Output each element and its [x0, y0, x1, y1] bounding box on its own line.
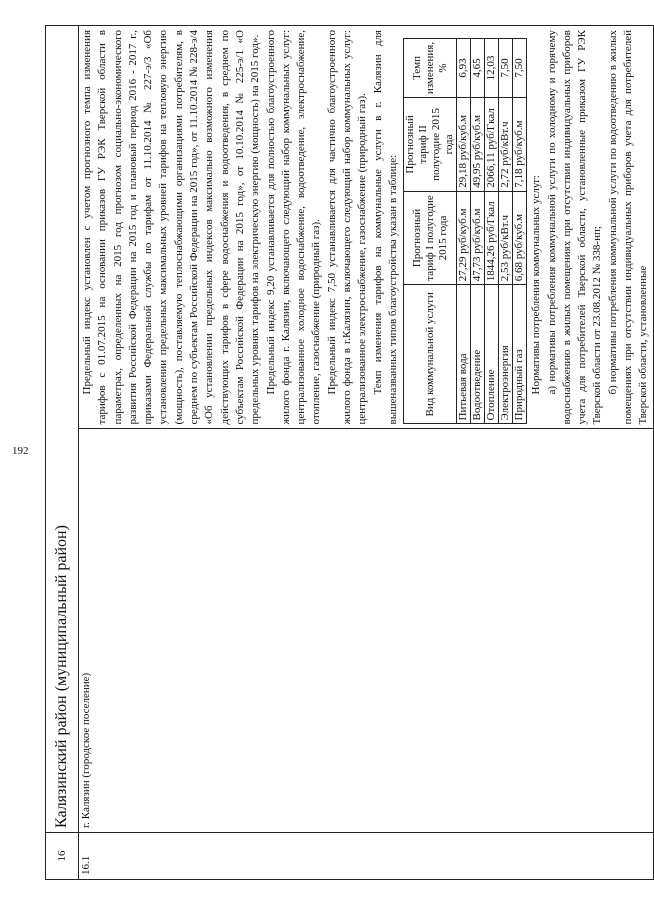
paragraph-5: Нормативы потребления коммунальных услуг:	[530, 175, 543, 395]
content-row	[79, 26, 654, 880]
header-rate: Темп изменения, %	[404, 38, 457, 97]
tariff-h2: 7,18 руб/куб.м	[513, 98, 527, 192]
rate-change: 4,65	[471, 38, 485, 97]
rotated-document-table	[45, 25, 650, 880]
section-header-row	[46, 26, 79, 880]
tariff-row	[499, 38, 513, 424]
tariff-table	[45, 25, 654, 880]
rate-change: 7,50	[499, 38, 513, 97]
tariff-row	[513, 38, 527, 424]
tariff-h2: 29,18 руб/куб.м	[457, 98, 471, 192]
tariff-h2: 2,72 руб/кВт.ч	[499, 98, 513, 192]
tariff-h1: 27,29 руб/куб.м	[457, 191, 471, 285]
section-title: Калязинский район (муниципальный район)	[46, 26, 79, 833]
tariff-h1: 2,53 руб/кВт.ч	[499, 191, 513, 285]
paragraph-2: Предельный индекс 9,20 устанавливается для полностью благоустроенного жилого фонда г. Калязин, включающего следующий набор коммунальных услуг: централизованное холодное водоснабжение, водоотведение, электроснабжение, отопление, газоснабжение (природный газ).	[264, 30, 323, 425]
paragraph-7: б) нормативы потребления коммунальной услуги по водоотведению в жилых помещениях при отсутствии индивидуальных приборов учета для потребителей Тверской области, установленные	[606, 30, 650, 425]
row-number: 16.1	[79, 833, 654, 880]
service-name: Природный газ	[513, 285, 527, 424]
section-number: 16	[46, 833, 79, 880]
row-place: г. Калязин (городское поселение)	[79, 429, 654, 833]
service-name: Отопление	[485, 285, 499, 424]
header-tariff-h1: Прогнозный тариф I полугодие 2015 года	[404, 191, 457, 285]
header-service: Вид коммунальной услуги	[404, 285, 457, 424]
tariff-header-row	[404, 38, 457, 424]
paragraph-6: а) нормативы потребления коммунальной услуги по холодному и горячему водоснабжению в жилых помещениях при отсутствии индивидуальных приборов учета для потребителей Тверской области, установленные приказом ГУ РЭК Тверской области от 23.08.2012 № 338-нп;	[545, 30, 604, 425]
paragraph-4: Темп изменения тарифов на коммунальные услуги в г. Калязин для вышеназванных типов благоустройства указан в таблице:	[371, 30, 399, 425]
rate-change: 6,93	[457, 38, 471, 97]
tariff-h1: 1844,26 руб/Гкал	[485, 191, 499, 285]
tariff-change-table	[403, 38, 527, 425]
paragraph-1: Предельный индекс установлен с учетом прогнозного темпа изменения тарифов с 01.07.2015 на основании приказов ГУ РЭК Тверской области в параметрах, определенных на 2015 год прогнозом социально-экономического развития Российской Федерации на 2015 год и плановый период 2016 - 2017 г., приказами Федеральной службы по тарифам от 11.10.2014 № 227-э/3 «Об установлении предельных максимальных уровней тарифов на тепловую энергию (мощность), поставляемую теплоснабжающими организациями потребителям, в среднем по субъектам Российской Федерации на 2015 год», от 11.10.2014 № 228-э/4 «Об установлении предельных индексов максимально возможного изменения действующих тарифов в сфере водоснабжения и водоотведения, в среднем по субъектам Российской Федерации на 2015 год», от 10.10.2014 № 225-э/1 «О предельных уровнях тарифов на электрическую энергию (мощность) на 2015 год».	[81, 30, 262, 425]
tariff-row	[471, 38, 485, 424]
header-tariff-h2: Прогнозный тариф II полугодие 2015 года	[404, 98, 457, 192]
row-content	[79, 26, 654, 430]
service-name: Электроэнергия	[499, 285, 513, 424]
tariff-h1: 6,68 руб/куб.м	[513, 191, 527, 285]
tariff-h1: 47,73 руб/куб.м	[471, 191, 485, 285]
page-number: 192	[12, 445, 29, 457]
service-name: Водоотведение	[471, 285, 485, 424]
paragraph-3: Предельный индекс 7,50 устанавливается для частично благоустроенного жилого фонда в г.Калязин, включающего следующий набор коммунальных услуг: централизованное электроснабжение, газоснабжение (природный газ).	[325, 30, 369, 425]
tariff-row	[457, 38, 471, 424]
tariff-h2: 2066,11 руб/Гкал	[485, 98, 499, 192]
rate-change: 7,50	[513, 38, 527, 97]
service-name: Питьевая вода	[457, 285, 471, 424]
tariff-h2: 49,95 руб/куб.м	[471, 98, 485, 192]
rate-change: 12,03	[485, 38, 499, 97]
tariff-row	[485, 38, 499, 424]
